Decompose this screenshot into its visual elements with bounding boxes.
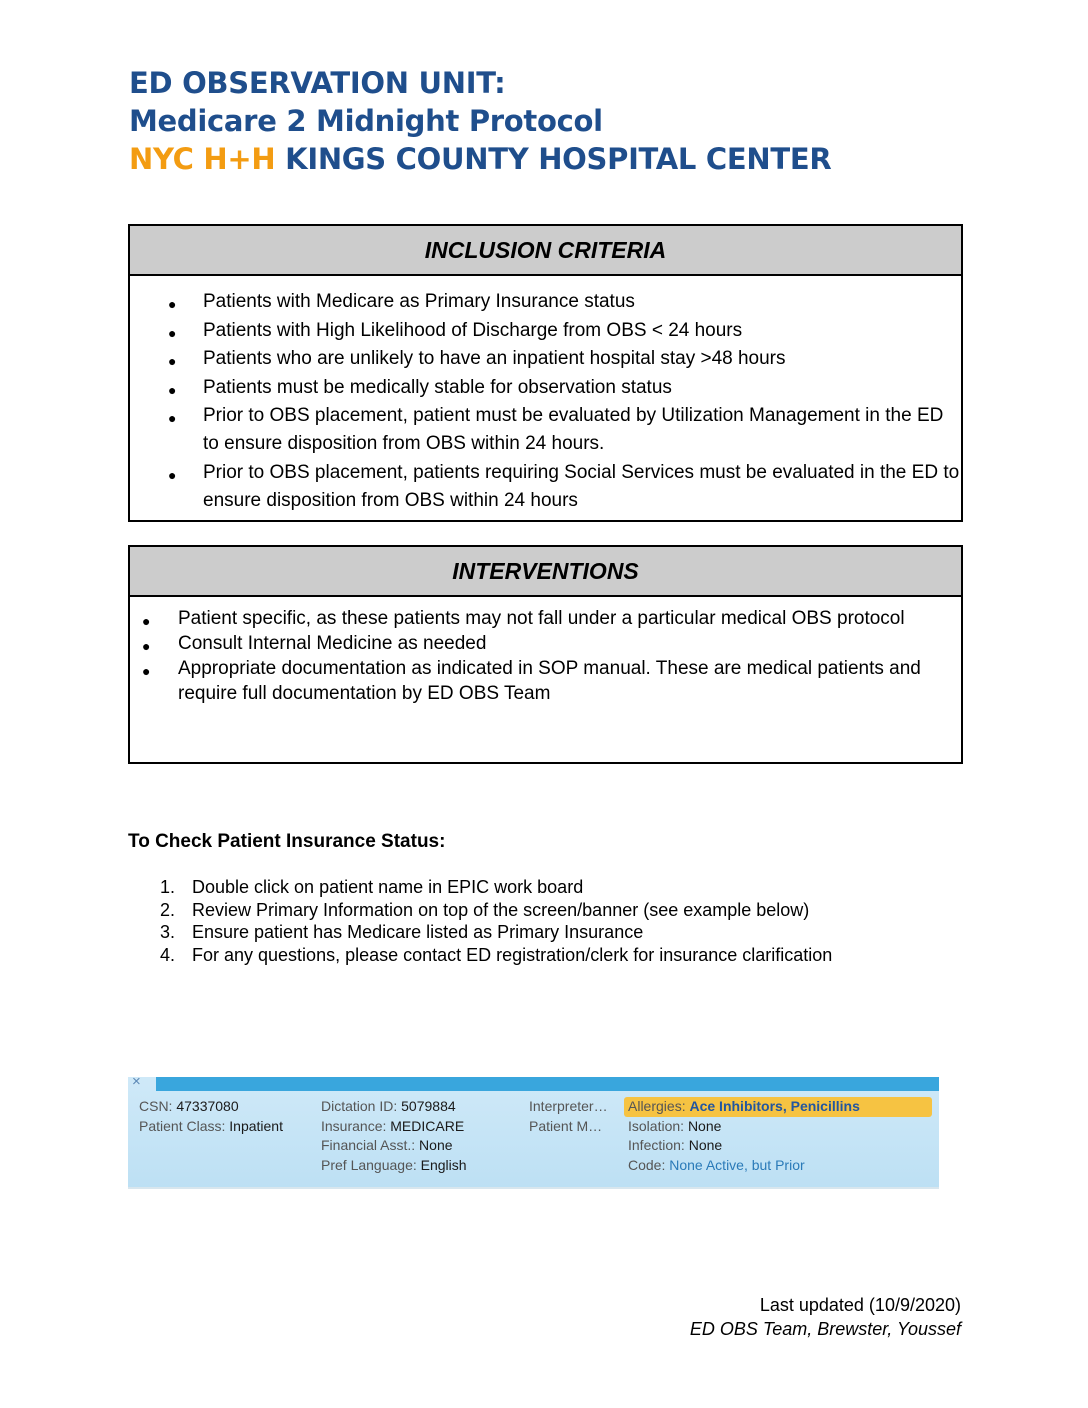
step-text: Review Primary Information on top of the screen/banner (see example below)	[192, 899, 810, 920]
insurance-label: Insurance:	[321, 1117, 387, 1134]
dictation-id-label: Dictation ID:	[321, 1098, 398, 1114]
patient-m-field[interactable]: Patient M…	[529, 1117, 603, 1134]
infection-value: None	[688, 1137, 723, 1153]
step-number: 1.	[160, 877, 176, 897]
infection-field	[628, 1136, 932, 1156]
list-item-text: Patient specific, as these patients may not fall under a particular medical OBS protocol	[178, 608, 905, 629]
inclusion-criteria-box	[128, 224, 963, 522]
allergies-value: Ace Inhibitors, Penicillins	[689, 1098, 860, 1114]
patient-class-value: Inpatient	[229, 1117, 283, 1134]
csn-label: CSN:	[139, 1098, 173, 1114]
list-item	[160, 876, 832, 899]
pref-language-field	[321, 1156, 467, 1176]
step-number: 3.	[160, 922, 176, 942]
list-item-text: Appropriate documentation as indicated in SOP manual. These are medical patients and require full documentation by ED OBS Team	[178, 658, 921, 704]
bullet-icon: ●	[142, 613, 151, 629]
insurance-check-steps	[160, 876, 832, 966]
list-item	[130, 374, 961, 402]
insurance-value: MEDICARE	[390, 1117, 465, 1134]
insurance-check-heading: To Check Patient Insurance Status:	[128, 831, 446, 852]
interventions-list	[130, 597, 961, 706]
banner-column-insurance	[321, 1097, 467, 1175]
list-item	[160, 899, 832, 922]
interventions-heading: INTERVENTIONS	[130, 547, 961, 597]
bullet-icon: ●	[142, 638, 151, 654]
list-item-text: Patients with Medicare as Primary Insurance status	[203, 291, 635, 312]
document-footer	[690, 1293, 961, 1341]
inclusion-criteria-list	[130, 276, 961, 515]
dictation-id-field	[321, 1097, 467, 1117]
step-text: Ensure patient has Medicare listed as Primary Insurance	[192, 922, 644, 942]
list-item-text: Patients with High Likelihood of Discharge from OBS < 24 hours	[203, 319, 743, 341]
banner-column-interpreter	[529, 1097, 608, 1136]
bullet-icon: ●	[142, 663, 151, 679]
last-updated: Last updated (10/9/2020)	[759, 1295, 961, 1315]
step-text: For any questions, please contact ED registration/clerk for insurance clarification	[192, 944, 833, 965]
list-item	[130, 632, 961, 657]
title-line-2: Medicare 2 Midnight Protocol	[129, 104, 603, 138]
insurance-field	[321, 1117, 467, 1137]
banner-top-bar	[156, 1077, 939, 1091]
bullet-icon: ●	[168, 324, 177, 341]
list-item-text: Patients must be medically stable for observation status	[203, 376, 672, 398]
financial-asst-label: Financial Asst.:	[321, 1137, 416, 1153]
bullet-icon: ●	[168, 296, 177, 312]
financial-asst-value: None	[419, 1137, 453, 1153]
isolation-label: Isolation:	[628, 1117, 685, 1134]
patient-class-label: Patient Class:	[139, 1117, 226, 1134]
step-number: 2.	[160, 899, 176, 920]
bullet-icon: ●	[168, 410, 177, 426]
banner-column-clinical	[628, 1097, 932, 1175]
list-item	[130, 288, 961, 316]
title-line-3	[129, 140, 831, 178]
list-item-text: Prior to OBS placement, patients requiring Social Services must be evaluated in the ED to ensure disposition from OBS within 24 hours	[203, 461, 960, 511]
document-title	[129, 64, 831, 178]
step-text: Double click on patient name in EPIC work board	[192, 877, 584, 897]
interpreter-field[interactable]: Interpreter…	[529, 1098, 608, 1114]
inclusion-criteria-heading: INCLUSION CRITERIA	[130, 226, 961, 276]
list-item	[130, 402, 961, 458]
title-line-1: ED OBSERVATION UNIT:	[129, 66, 506, 100]
step-number: 4.	[160, 944, 176, 965]
infection-label: Infection:	[628, 1137, 685, 1153]
list-item-text: Prior to OBS placement, patient must be evaluated by Utilization Management in the ED to ensure disposition from OBS within 24 hours.	[203, 405, 944, 454]
list-item	[130, 459, 961, 515]
list-item	[130, 607, 961, 632]
list-item	[160, 921, 832, 944]
title-hospital-name: KINGS COUNTY HOSPITAL CENTER	[285, 142, 832, 176]
list-item	[130, 317, 961, 345]
pref-language-label: Pref Language:	[321, 1156, 417, 1173]
allergies-field[interactable]	[624, 1097, 932, 1117]
csn-field	[139, 1097, 283, 1117]
patient-class-field	[139, 1117, 283, 1137]
pref-language-value: English	[420, 1156, 467, 1173]
list-item-text: Consult Internal Medicine as needed	[178, 633, 487, 654]
bullet-icon: ●	[168, 381, 177, 398]
allergies-label: Allergies:	[628, 1098, 686, 1114]
interventions-box	[128, 545, 963, 764]
isolation-value: None	[687, 1117, 722, 1134]
banner-column-ids	[139, 1097, 283, 1136]
isolation-field	[628, 1117, 932, 1137]
list-item	[160, 944, 832, 967]
code-label: Code:	[628, 1156, 666, 1173]
epic-patient-banner	[128, 1077, 939, 1189]
dictation-id-value: 5079884	[401, 1098, 456, 1114]
close-icon[interactable]: ×	[132, 1077, 141, 1090]
title-org-highlight: NYC H+H	[129, 142, 276, 176]
credits: ED OBS Team, Brewster, Youssef	[689, 1319, 961, 1339]
financial-asst-field	[321, 1136, 467, 1156]
list-item	[130, 657, 961, 706]
bullet-icon: ●	[168, 466, 177, 483]
csn-value: 47337080	[176, 1098, 239, 1114]
code-status-link[interactable]: None Active, but Prior	[669, 1156, 805, 1173]
code-status-field	[628, 1156, 932, 1176]
bullet-icon: ●	[168, 353, 177, 369]
list-item-text: Patients who are unlikely to have an inpatient hospital stay >48 hours	[203, 348, 786, 369]
list-item	[130, 345, 961, 373]
